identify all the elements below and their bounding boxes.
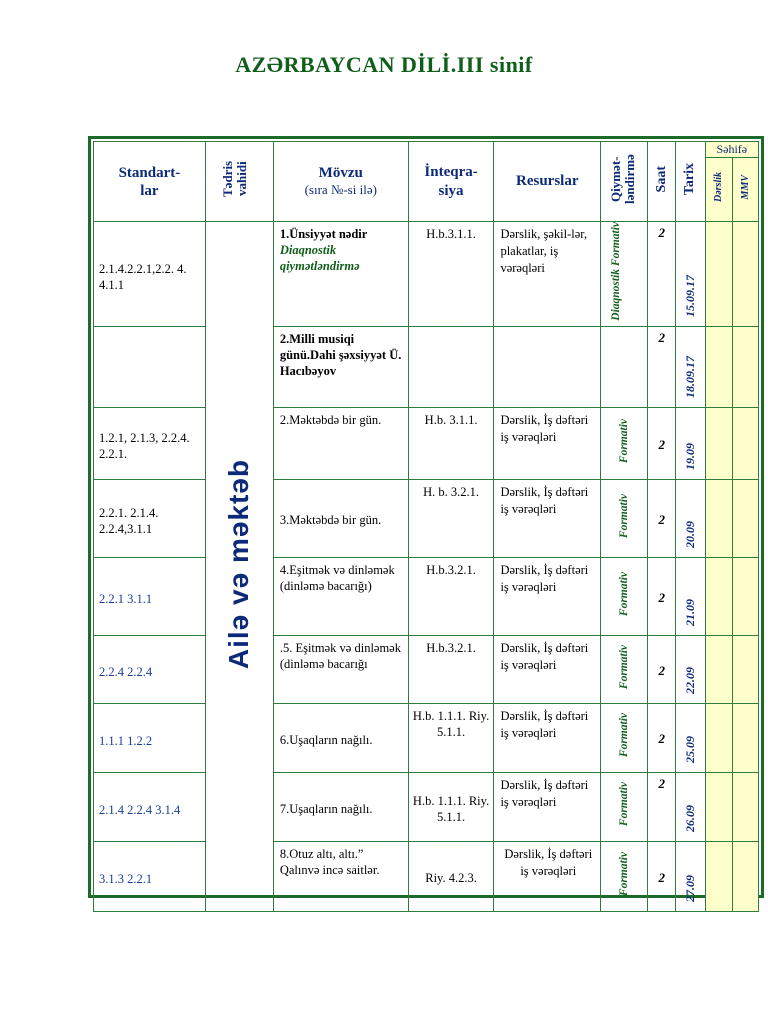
cell-page-mmv — [732, 407, 758, 479]
cell-date: 19.09 — [676, 407, 705, 479]
cell-page-mmv — [732, 222, 758, 327]
table-row — [94, 841, 759, 911]
header-assessment: Qiymət-ləndirmə — [601, 142, 648, 222]
cell-standards: 1.1.1 1.2.2 — [94, 703, 206, 772]
cell-date: 27.09 — [676, 841, 705, 911]
cell-hours: 2 — [648, 222, 676, 327]
cell-page-mmv — [732, 772, 758, 841]
cell-page-textbook — [705, 635, 732, 703]
cell-assessment: Formativ — [601, 479, 648, 557]
cell-assessment — [601, 326, 648, 407]
header-date: Tarix — [676, 142, 705, 222]
cell-standards: 3.1.3 2.2.1 — [94, 841, 206, 911]
cell-topic: 4.Eşitmək və dinləmək (dinləmə bacarığı) — [273, 557, 408, 635]
header-page: Səhifə — [705, 142, 758, 158]
cell-date: 21.09 — [676, 557, 705, 635]
cell-page-mmv — [732, 703, 758, 772]
cell-integration — [408, 326, 494, 407]
header-resources: Resurslar — [494, 142, 601, 222]
cell-page-mmv — [732, 557, 758, 635]
lesson-plan-table — [93, 141, 759, 912]
cell-resources: Dərslik, İş dəftəri iş vərəqləri — [494, 841, 601, 911]
cell-integration: H.b. 1.1.1. Riy. 5.1.1. — [408, 772, 494, 841]
cell-assessment: Formativ — [601, 557, 648, 635]
cell-integration: H.b. 3.1.1. — [408, 407, 494, 479]
cell-hours: 2 — [648, 326, 676, 407]
cell-standards — [94, 326, 206, 407]
cell-topic: 3.Məktəbdə bir gün. — [273, 479, 408, 557]
cell-standards: 2.2.1. 2.1.4. 2.2.4,3.1.1 — [94, 479, 206, 557]
cell-standards: 2.2.4 2.2.4 — [94, 635, 206, 703]
cell-topic: 1.Ünsiyyət nədir Diaqnostik qiymətləndirmə — [273, 222, 408, 327]
cell-standards: 1.2.1, 2.1.3, 2.2.4. 2.2.1. — [94, 407, 206, 479]
cell-assessment: Diaqnostik Formativ — [601, 222, 648, 327]
cell-page-textbook — [705, 326, 732, 407]
cell-page-mmv — [732, 479, 758, 557]
cell-integration: Riy. 4.2.3. — [408, 841, 494, 911]
cell-hours: 2 — [648, 635, 676, 703]
page-title: AZƏRBAYCAN DİLİ.III sinif — [235, 52, 533, 77]
cell-resources: Dərslik, İş dəftəri iş vərəqləri — [494, 407, 601, 479]
table-row — [94, 479, 759, 557]
cell-date: 25.09 — [676, 703, 705, 772]
cell-page-textbook — [705, 557, 732, 635]
cell-resources — [494, 326, 601, 407]
cell-page-mmv — [732, 635, 758, 703]
cell-integration: H. b. 3.2.1. — [408, 479, 494, 557]
cell-hours: 2 — [648, 479, 676, 557]
cell-integration: H.b.3.2.1. — [408, 635, 494, 703]
table-row — [94, 407, 759, 479]
cell-topic: 7.Uşaqların nağılı. — [273, 772, 408, 841]
cell-page-mmv — [732, 326, 758, 407]
cell-topic: 2.Milli musiqi günü.Dahi şəxsiyyət Ü. Hacıbəyov — [273, 326, 408, 407]
cell-hours: 2 — [648, 407, 676, 479]
table-row — [94, 703, 759, 772]
table-row — [94, 326, 759, 407]
cell-hours: 2 — [648, 703, 676, 772]
cell-standards: 2.1.4 2.2.4 3.1.4 — [94, 772, 206, 841]
cell-page-textbook — [705, 841, 732, 911]
cell-hours: 2 — [648, 772, 676, 841]
cell-resources: Dərslik, İş dəftəri iş vərəqləri — [494, 479, 601, 557]
cell-assessment: Formativ — [601, 772, 648, 841]
cell-date: 15.09.17 — [676, 222, 705, 327]
table-row — [94, 635, 759, 703]
header-topic: Mövzu (sıra №-si ilə) — [273, 142, 408, 222]
cell-page-textbook — [705, 772, 732, 841]
cell-standards: 2.1.4.2.2.1,2.2. 4. 4.1.1 — [94, 222, 206, 327]
cell-date: 26.09 — [676, 772, 705, 841]
header-standards: Standart-lar — [94, 142, 206, 222]
cell-page-textbook — [705, 703, 732, 772]
cell-assessment: Formativ — [601, 407, 648, 479]
cell-resources: Dərslik, şəkil-lər, plakatlar, iş vərəqləri — [494, 222, 601, 327]
cell-topic: 2.Məktəbdə bir gün. — [273, 407, 408, 479]
cell-integration: H.b. 1.1.1. Riy. 5.1.1. — [408, 703, 494, 772]
cell-date: 22.09 — [676, 635, 705, 703]
cell-hours: 2 — [648, 557, 676, 635]
cell-integration: H.b.3.2.1. — [408, 557, 494, 635]
cell-page-textbook — [705, 407, 732, 479]
header-unit: Tədris vahidi — [205, 142, 273, 222]
cell-unit: Ailə və məktəb — [205, 222, 273, 912]
cell-standards: 2.2.1 3.1.1 — [94, 557, 206, 635]
cell-hours: 2 — [648, 841, 676, 911]
header-page-mmv: MMV — [732, 158, 758, 222]
header-page-textbook: Dərslik — [705, 158, 732, 222]
cell-page-mmv — [732, 841, 758, 911]
cell-page-textbook — [705, 222, 732, 327]
cell-topic: .5. Eşitmək və dinləmək (dinləmə bacarığı — [273, 635, 408, 703]
cell-assessment: Formativ — [601, 703, 648, 772]
table-row — [94, 772, 759, 841]
cell-resources: Dərslik, İş dəftəri iş vərəqləri — [494, 635, 601, 703]
cell-integration: H.b.3.1.1. — [408, 222, 494, 327]
header-hours: Saat — [648, 142, 676, 222]
cell-topic: 6.Uşaqların nağılı. — [273, 703, 408, 772]
cell-assessment: Formativ — [601, 635, 648, 703]
cell-resources: Dərslik, İş dəftəri iş vərəqləri — [494, 703, 601, 772]
table-row — [94, 557, 759, 635]
cell-date: 20.09 — [676, 479, 705, 557]
table-row — [94, 222, 759, 327]
cell-assessment: Formativ — [601, 841, 648, 911]
header-integration: İnteqra-siya — [408, 142, 494, 222]
cell-page-textbook — [705, 479, 732, 557]
cell-date: 18.09.17 — [676, 326, 705, 407]
cell-resources: Dərslik, İş dəftəri iş vərəqləri — [494, 772, 601, 841]
cell-resources: Dərslik, İş dəftəri iş vərəqləri — [494, 557, 601, 635]
cell-topic: 8.Otuz altı, altı.” Qalınvə incə saitlər. — [273, 841, 408, 911]
